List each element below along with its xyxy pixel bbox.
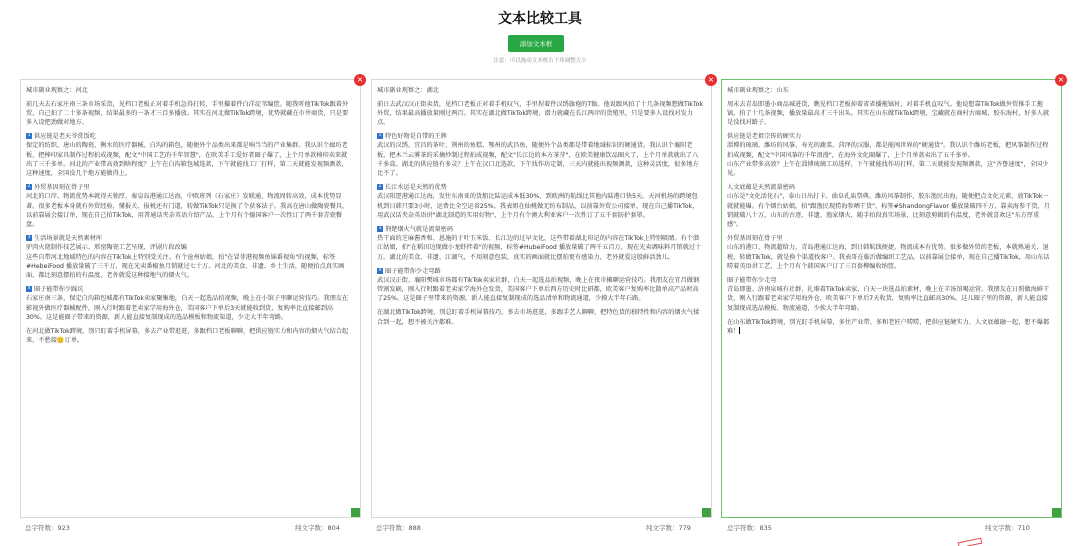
paragraph-text: 在湖北做TikTok跨境，别总盯着手机屏幕技巧，多去市场逛逛，多跟手艺人聊聊，把特色货的独特性和内容的烟火气揉合到一起，想不被关注都难。: [377, 309, 700, 326]
paragraph-text: 武汉阳逻港通江达海，发往东南亚的货船比陆运成本低30%，到欧洲的航线比其他内陆港口快5天。天河机场的跨境包机到日韩只要3小时，运费比全空运省25%。我表姐在仙桃做无纺布制品，以前靠外贸公司接单，现在自己播TikTok，用武汉话夹杂英语讲"湖北制造的实用好物"，上个月有个澳大利亚客户一次性订了五千套防护套罩。: [377, 193, 699, 220]
text-caret: [739, 327, 740, 334]
text-panel-3[interactable]: [721, 75, 1065, 518]
paragraph-text: 武汉汉正街、襄阳樊城市场都有TikTok卖家社群，白天一起选品拍视频，晚上在夜市摊聊运营技巧。我朋友在宜昌做钢管割发刷，刚入行时跟着老卖家学海外仓发货，美国客户下单后西方历史时比研都，欧美客户复购率比散单高产品时高了25%。这是圈子里带来的资源，新人能直接复制现成的选品清单和物流通道，少摸大半年石路。: [377, 276, 700, 303]
page-title: 文本比较工具: [498, 11, 582, 27]
paragraph: [727, 100, 1053, 128]
paragraph-text: 前日去武汉汉正街卖货，见档口老板正对着手机叹气，手里捏着件汉绣旗袍的T恤。他说跟风拍了十几条视频想做TikTok外贸，结果最高播放量刚过两百。其实在湖北做TikTok跨境，潜力就藏在长江两岸的货殖里，只是要多人设找对发力点。: [377, 100, 703, 127]
paragraph-text: 前几天去石家庄南三条市场采货，见档口老板正对着手机急得打转，手里攥着件白洋淀苇编筐。随我听他TikTok跟着外贸，自己拍了二十多条视频，结果最多的一条才三百多播放。其实在河北做TikTok跨境，优势就藏在市井商货，只是要多入设把劲做对地方。: [26, 100, 349, 127]
number-badge-icon: 4: [27, 286, 31, 292]
paragraph: [727, 86, 1053, 95]
section-heading: 长江水运是天然的优势: [385, 184, 447, 192]
paragraph-text: 外贸基因刻在骨子里 山东的港口、物流超给力，青岛港通江达海，到日韩航线便捷，物流成本有优势。很多做外贸的老板，本就熟通关、退税，转做TikTok，就是换个渠道找客户。我表哥在临沂做编织工艺品，以前靠展会接单，现在自己播TikTok，用山东话唠着英语讲工艺，上个月有个韩国客户订了三百套柳编收纳筐。: [727, 235, 1050, 271]
paragraph: [727, 183, 1053, 229]
section-heading: 生活场景就是天然素材库: [34, 235, 103, 243]
paragraph: [377, 183, 703, 220]
paragraph: [26, 327, 352, 346]
paragraph-text: 城市副业观察之：山东: [727, 87, 789, 94]
paragraph-text: 圈子能带你少走弯 青岛即墨、济南泉城有社群，扎堆着TikTok卖家，白天一块选品拍素材，晚上在羊汤馆喝运营。我朋友在日照做海鲜干货，刚入行跟着老卖家学用海外仓，欧美客户下单后7天收货，复购率比直邮高30%。这儿圈子里的资源，新人能直接复制现成选品模板、物流通道，少挨大半年弯路。: [727, 276, 1050, 312]
paragraph: [26, 132, 352, 178]
number-badge-icon: 3: [27, 235, 31, 241]
number-badge-icon: 3: [378, 225, 382, 231]
paragraph-text: 石家庄南三条、保定白沟箱包城都有TikTok卖家聚集地，白天一起选品拍视频，晚上在小馆子里聊运营技巧。我朋友在影视外做医疗器械配件，刚入行时跟着老卖家学用海外仓，美国客户下单后3天就能收到货，复购率比直接邮到高30%。这是能圈子带来的资源，新人能直接复制现成的选品模板和物流渠道，少走大半年弯路。: [26, 295, 349, 322]
section-heading: 特色好物是自带的王牌: [385, 133, 447, 141]
paragraph: [377, 132, 703, 178]
paragraph-text: 保定的纺织、唐山的陶瓷、衡水的医疗器械、白沟的箱包，随便外个品类出来都是响当当的产业集群。我认识个廊坊老板，把棒印家具制作过程拍成视频，配文"中国工艺的千年智慧"，在欧美手工爱好者圈子爆了，上个月单款椅印卖来就出了三千多单。河北的产业带高效到啥程度？上午在白沟箱包城选款，下午就能找工厂打样，第二天就能发视频测款，这种速度，全国没几个地方能做得上。: [26, 142, 348, 178]
paragraph: [377, 308, 703, 327]
paragraph-text: 在河北做TikTok跨境，别只盯着手机屏幕，多去产业带逛逛，多跟档口老板聊聊，把供应链实力和内容的烟火气结合起来，不愁接🙂订单。: [26, 327, 349, 345]
paragraph: [26, 234, 352, 280]
paragraph: [377, 225, 703, 262]
total-chars-3: 总字符数：835: [727, 524, 772, 532]
resize-handle-icon[interactable]: [702, 508, 711, 517]
paragraph: [377, 267, 703, 304]
paragraph-text: 驴肉火烧制作技艺展示、邢窑陶瓷工艺呈现、评剧片段改编 这些自带河北地域特色的内容在TikTok上特别受关注。有个沧州姑娘，拍"在冒菲港视频鱼锦番视角"的视频，标签#HebeiFood 播放量破了三千万，现在光卖番椒鱼月销就过七十万。河北的美食、非遗、乡土生活，随便拍点真实画面，都比刻意摆拍的有温度，老外就爱这种接地气的烟火气。: [26, 244, 345, 280]
paragraph-text: 供应链是老祖宗传的硬实力 淄博的琉璃、潍坊的风筝、寿光的蔬菜、菏泽的汉服，都是能闯世界的"硬通货"。我认识个潍坊老板，把风筝制作过程拍成视频，配文"中国风筝的千年浪漫"，在海外文化圈爆了，上个月单款卖出了五千多单。 山东产业带多高效？上午在淄博琉璃工坊选样，下午就能找作坊打样，第二天就能发视频测款，这"齐鲁速度"，全国少见。: [727, 133, 1049, 178]
paragraph-text: 周末去青岛即墨小商品城进货，瞧见档口老板掉着省省播拖镐衬，对着手机直叹气。他说想靠TikTok做外贸推手工拖镐，拍了十几条视频，播放量最高才三千出头。其实在山东做TikTok跨境，宝藏就在商村古商城、胶东海村，好多人就是没找对路子。: [727, 100, 1050, 127]
red-stamp-icon: [958, 538, 983, 546]
paragraph-text: 热干面的芝麻酱香和、恩施的于叶玉米饭、长江边的过早文化，这些带着湖北印记的内容在TikTok上特别吸睛。有个潜江姑娘，拍"在稻田边现做小龙虾拌着"的视频，标签#HubeiFood 播放量破了两千五百万，现在光卖调味料月销就过十万。湖北的美食、非遗、江湖气，不用刻意包装，真实的画面就比摆拍更有感染力，老外就爱这股鲜活劲儿。: [377, 235, 702, 261]
paragraph: [26, 100, 352, 128]
pure-chars-2: 纯文字数：779: [646, 524, 691, 532]
number-badge-icon: 2: [378, 184, 382, 190]
text-panel-1[interactable]: [20, 75, 364, 518]
paragraph-text: 在山东做TikTok跨境，别光盯手机屏幕，多往产业带、多和老匠户唠唠，把供应链硬实力、人文底蕴融一起，想不爆都难！: [727, 318, 1050, 335]
section-heading: 外贸基因刻在骨子里: [34, 184, 90, 192]
number-badge-icon: 1: [27, 133, 31, 139]
add-textbox-button[interactable]: 添加文本框: [508, 35, 564, 52]
number-badge-icon: 4: [378, 267, 382, 273]
total-chars-1: 总字符数：923: [25, 524, 70, 532]
paragraph: [727, 318, 1053, 337]
paragraph: [377, 100, 703, 128]
close-icon[interactable]: ×: [354, 74, 366, 86]
close-icon[interactable]: ×: [705, 74, 717, 86]
text-editor-3[interactable]: [727, 86, 1053, 503]
section-heading: 圈子能带你少走弯路: [385, 267, 441, 275]
paragraph-text: 城市副业观察之：湖北: [377, 87, 439, 94]
resize-hint: 注意：可以拖动文本框右下角调整大小: [493, 58, 587, 64]
pure-chars-1: 纯文字数：804: [295, 524, 340, 532]
number-badge-icon: 2: [27, 184, 31, 190]
text-panel-2[interactable]: [371, 75, 715, 518]
section-heading: 圈子能带你少踩坑: [34, 286, 84, 294]
section-heading: 供应链是老天爷赏饭吃: [34, 133, 96, 141]
paragraph: [26, 183, 352, 229]
paragraph: [26, 285, 352, 322]
total-chars-2: 总字符数：888: [376, 524, 421, 532]
resize-handle-icon[interactable]: [351, 508, 360, 517]
section-heading: 荆楚烟火气就是流量密码: [385, 225, 454, 233]
paragraph-text: 人文底蕴是天然流量密码 山东是"文化活化石"，泰山日出打卡、曲阜孔庙祭典、潍坊风筝制作、胶东渔民出海，随便把点文化元素，放TikTok一就就能爆。有个烟台姑娘，拍"跟渔民现捞海参晒干货"，标签#ShandongFlavor 播放量破四千万，靠卖海参干货，月销就破八十万，山东的古迹、非遗、渔家烟火，随手拍段真实场景，比刻意剪辑的有温度，老外就喜欢这"东方厚重感"。: [727, 184, 1050, 229]
close-icon[interactable]: ×: [1055, 74, 1067, 86]
resize-handle-icon[interactable]: [1052, 508, 1061, 517]
paragraph: [377, 86, 703, 95]
paragraph: [727, 276, 1053, 313]
number-badge-icon: 1: [378, 133, 382, 139]
text-editor-1[interactable]: [26, 86, 352, 503]
pure-chars-3: 纯文字数：710: [985, 524, 1030, 532]
paragraph: [26, 86, 352, 95]
paragraph-text: 城市副业观察之：河北: [26, 87, 88, 94]
text-editor-2[interactable]: [377, 86, 703, 503]
paragraph-text: 河北的口岸、物流优势本就得天独厚，秦皇岛港通江达海，中欧班列（石家庄）发联通，物流周转高效，成本优势显著。很多老板本身就有外贸经验，懂报关、报税还有门道，转做TikTok只是换了个获客法子。我高在唐山做陶瓷餐具，以前靠展会接订单，现在自己拍TikTok，用普通话夹杂英语介绍产品，上个月有个德国客户一次性订了两千套青瓷餐盘。: [26, 193, 349, 229]
paragraph-text: 武汉的汉绣、宜昌的茶叶、荆州的鱼糕、鄂州的武昌鱼，随便外个品类都是带着地域标识的硬通货。我认识个襄阳老板，把木兰云雾茶的采摘炒制过程拍成视频，配文"长江边的本方茶芽"，在欧美健康饮品圈火了，上个月单款就出了八千多盒。湖北的供应链有多灵？上午在汉口北选款，下午找作坊定制，三天内就能出视频测款，这种灵活度，很多地方比不了。: [377, 142, 699, 178]
paragraph: [727, 234, 1053, 271]
paragraph: [727, 132, 1053, 178]
